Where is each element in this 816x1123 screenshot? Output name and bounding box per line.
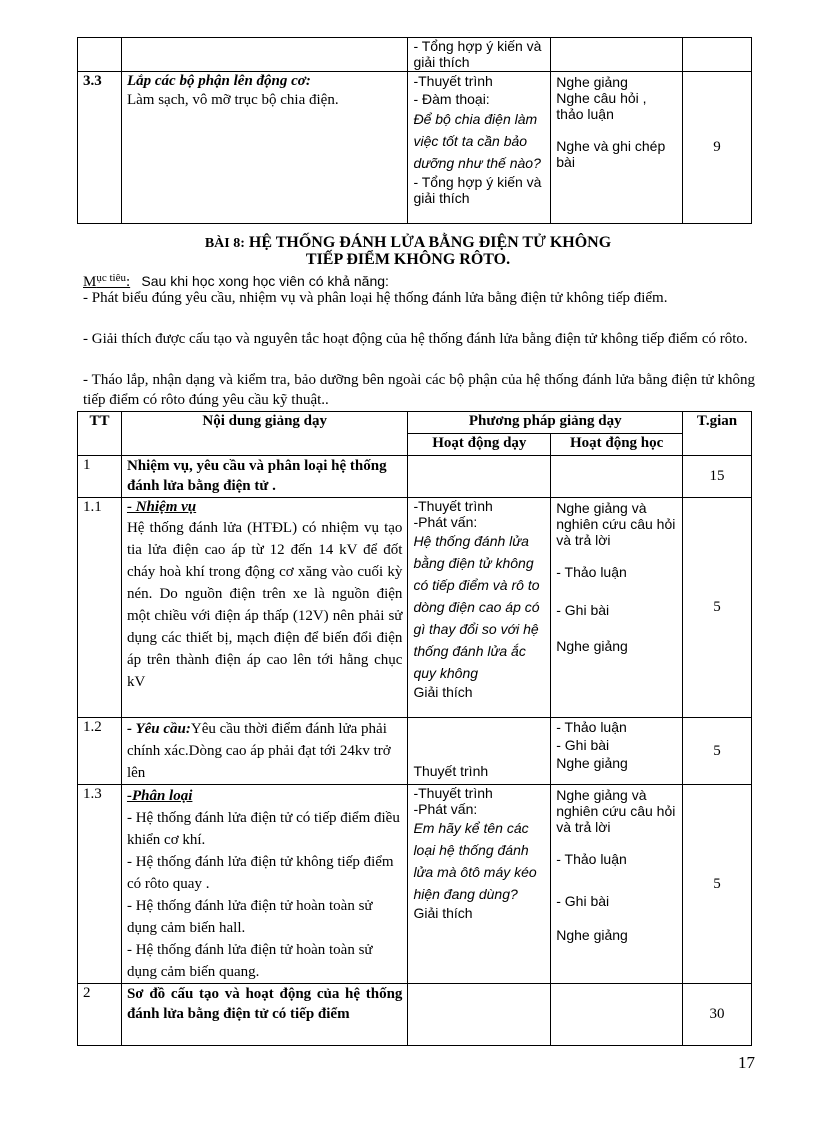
learn-activity: - Ghi bài xyxy=(556,602,610,618)
learn-activity: Nghe giảng xyxy=(556,638,628,654)
objective-item: - Giải thích được cấu tạo và nguyên tắc hoạt động của hệ thống đánh lửa bằng điện tử không tiếp điểm có rôto. xyxy=(83,331,748,347)
learn-activity: - Ghi bài xyxy=(556,737,610,753)
learn-activity: Nghe giảng xyxy=(556,755,628,771)
lesson-plan-table xyxy=(77,411,752,1046)
objective-label: $M^{ục tiêu}$: xyxy=(83,272,131,290)
content-title: - Nhiệm vụ xyxy=(126,499,197,515)
learn-activity: Nghe câu hỏi , thảo luận xyxy=(556,90,647,122)
content-cell: Nhiệm vụ, yêu cầu và phân loại hệ thống đánh lửa bằng điện tử . xyxy=(121,456,407,498)
learn-cell xyxy=(551,718,683,785)
teach-question: Để bộ chia điện làm việc tốt ta cần bảo dưỡng như thế nào? xyxy=(413,111,541,171)
teach-method: -Thuyết trình xyxy=(413,785,493,801)
content-cell: Sơ đồ cấu tạo và hoạt động của hệ thống đánh lửa bằng điện tử có tiếp điểm xyxy=(121,984,407,1046)
lesson-title-line2: TIẾP ĐIỂM KHÔNG RÔTO. xyxy=(305,251,511,268)
row-number: 1 xyxy=(78,456,122,498)
time-cell: 15 xyxy=(683,456,752,498)
teach-summary: - Tổng hợp ý kiến và giải thích xyxy=(413,174,542,206)
content-cell xyxy=(121,72,407,224)
teach-question: Em hãy kể tên các loại hệ thống đánh lửa mà ôtô máy kéo hiện đang dùng? xyxy=(413,820,537,902)
header-teach: Hoạt động dạy xyxy=(408,434,551,456)
learn-activity: Nghe giảng xyxy=(556,927,628,943)
learn-activity: Nghe giảng và nghiên cứu câu hỏi và trả lời xyxy=(556,787,676,835)
teach-cell xyxy=(408,498,551,718)
content-cell xyxy=(121,785,407,984)
row-number: 1.2 xyxy=(78,718,122,785)
time-cell: 5 xyxy=(683,498,752,718)
learn-activity: - Ghi bài xyxy=(556,893,610,909)
page-number: 17 xyxy=(738,1053,755,1072)
header-learn: Hoạt động học xyxy=(551,434,683,456)
learn-cell xyxy=(551,785,683,984)
teach-summary: Giải thích xyxy=(413,905,473,921)
content-cell xyxy=(121,498,407,718)
learn-activity: Nghe giảng xyxy=(556,74,628,90)
teach-method: -Thuyết trình xyxy=(413,73,493,89)
table-row xyxy=(78,785,752,984)
list-item: - Hệ thống đánh lửa điện tử hoàn toàn sử dụng cảm biến quang. xyxy=(126,942,373,980)
header-row xyxy=(78,412,752,434)
learn-activity: - Thảo luận xyxy=(556,564,627,580)
table-row xyxy=(78,984,752,1046)
time-cell: 30 xyxy=(683,984,752,1046)
content-cell xyxy=(121,718,407,785)
teach-cell xyxy=(408,785,551,984)
content-text: Yêu cầu thời điểm đánh lửa phải chính xác.Dòng cao áp phải đạt tới 24kv trở lên xyxy=(126,721,391,781)
objective-item: - Tháo lắp, nhận dạng và kiểm tra, bảo dưỡng bên ngoài các bộ phận của hệ thống đánh lửa bằng điện tử không tiếp điểm có rôto đúng yêu cầu kỹ thuật.. xyxy=(83,372,755,408)
table-row xyxy=(78,718,752,785)
teach-cell: Thuyết trình xyxy=(408,718,551,785)
content-title: - Yêu cầu: xyxy=(126,721,191,737)
objective-intro: Sau khi học xong học viên có khả năng: xyxy=(141,273,389,289)
header-tt: TT xyxy=(78,412,122,456)
row-number: 1.1 xyxy=(78,498,122,718)
lesson-title-line1: HỆ THỐNG ĐÁNH LỬA BẰNG ĐIỆN TỬ KHÔNG xyxy=(248,234,612,251)
list-item: - Hệ thống đánh lửa điện tử có tiếp điểm điều khiển cơ khí. xyxy=(126,810,400,848)
content-title: Lắp các bộ phận lên động cơ: xyxy=(126,73,311,89)
table-row xyxy=(78,72,752,224)
content-text: Hệ thống đánh lửa (HTĐL) có nhiệm vụ tạo tia lửa điện cao áp từ 12 đến 14 kV để đốt cháy hoà khí trong động cơ xăng vào cuối kỳ nén. Do nguồn điện trên xe là nguồn điện một chiều với điện áp thấp (12V) nên phải sử dụng các thiết bị, mạch điện để biến đổi điện áp trên thành điện áp cao lên tới hằng chục kV xyxy=(126,520,403,690)
time-cell: 5 xyxy=(683,785,752,984)
header-method: Phương pháp giảng dạy xyxy=(408,412,683,434)
learn-cell xyxy=(551,72,683,224)
learn-cell xyxy=(551,498,683,718)
row-number: 3.3 xyxy=(78,72,122,224)
list-item: - Hệ thống đánh lửa điện tử không tiếp điểm có rôto quay . xyxy=(126,854,394,892)
teach-method: - Đàm thoại: xyxy=(413,91,490,107)
teach-cell xyxy=(408,72,551,224)
teach-question: Hệ thống đánh lửa bằng điện tử không có tiếp điểm và rô to dòng điện cao áp có gì thay đổi so với hệ thống đánh lửa ắc quy không xyxy=(413,533,540,681)
learn-activity: - Thảo luận xyxy=(556,851,627,867)
time-cell: 5 xyxy=(683,718,752,785)
learn-activity: - Thảo luận xyxy=(556,719,627,735)
lesson-label: BÀI 8: xyxy=(204,236,245,251)
teach-cell: - Tổng hợp ý kiến và giải thích xyxy=(408,38,551,72)
top-lesson-table xyxy=(77,37,752,224)
list-item: - Hệ thống đánh lửa điện tử hoàn toàn sử dụng cảm biến hall. xyxy=(126,898,373,936)
learn-activity: Nghe giảng và nghiên cứu câu hỏi và trả lời xyxy=(556,500,676,548)
learn-activity: Nghe và ghi chép bài xyxy=(556,138,666,170)
teach-method: -Phát vấn: xyxy=(413,514,478,530)
teach-method: -Thuyết trình xyxy=(413,498,493,514)
table-row xyxy=(78,456,752,498)
row-number: 1.3 xyxy=(78,785,122,984)
teach-method: -Phát vấn: xyxy=(413,801,478,817)
content-title: -Phân loại xyxy=(126,788,193,804)
table-row xyxy=(78,498,752,718)
objective-item: - Phát biểu đúng yêu cầu, nhiệm vụ và phân loại hệ thống đánh lửa bằng điện tử không tiếp điểm. xyxy=(83,290,668,306)
table-row xyxy=(78,38,752,72)
header-time: T.gian xyxy=(683,412,752,456)
teach-summary: Giải thích xyxy=(413,684,473,700)
row-number: 2 xyxy=(78,984,122,1046)
header-content: Nội dung giảng dạy xyxy=(121,412,407,456)
content-text: Làm sạch, vô mỡ trục bộ chia điện. xyxy=(126,92,339,108)
time-cell: 9 xyxy=(683,72,752,224)
